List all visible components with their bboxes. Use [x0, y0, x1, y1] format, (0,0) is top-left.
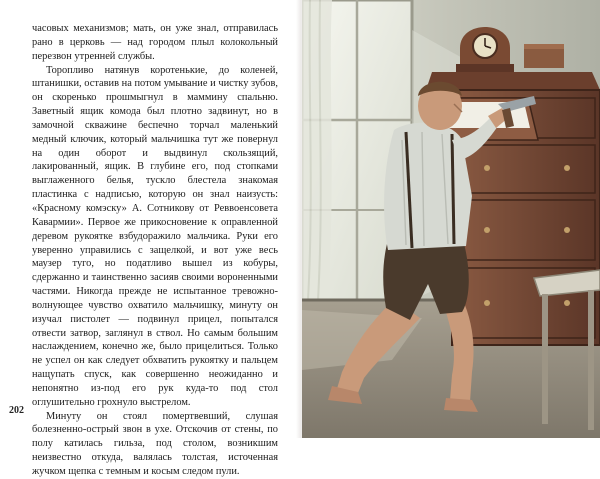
paragraph: часовых механизмов; мать, он уже знал, отправилась рано в церковь — над городом плыл колокольный перезвон утренней службы. — [32, 23, 278, 62]
page-number: 202 — [9, 405, 24, 416]
paragraph: Торопливо натянув коротенькие, до коленей, штанишки, оставив на потом умывание и чистку зубов, он скоренько прошмыгнул в маммину спальню. Заветный ящик комода был плотно задвинут, но в замочной скважине беспечно торчал маленький медный ключик, который мальчишка тут же повернул на один оборот и выдвинул скользящий, лакированный, ящик. В глубине его, под стопками выглаженного белья, тускло блестела знакомая пластинка с надписью, которую он знал наизусть: «Красному комэску» А. Сотникову от Реввоенсовета Кавармии». Первое же прикосновение к оправленной деревом рукоятке взбудоражило мальчика. Руки его уверенно управились с защелкой, и вот уже весь маузер туго, но податливо вышел из кобуры, сдержанно и таинственно засияв своими вороненными частями. Никогда прежде не испытанное тревожно-волнующее чувство охватило мальчишку, минуту он изучал пистолет — подвинул прицел, попытался отвести затвор, заглянул в ствол. Но самым большим наслаждением, конечно же, было прицелиться. Только не успел он как следует обхватить рукоятку и пальцем нащупать спуск, как совершенно неожиданно и непонятно из-под его рук куда-то под стол оглушительно грохнуло выстрелом. — [32, 64, 278, 408]
paragraph: Минуту он стоял помертвевший, слушая болезненно-острый звон в ухе. Отскочив от стены, по полу катилась гильза, под столом, возникшим неизвестно откуда, валялась толстая, источенная жучком щепка с темным и косым следом пули. — [32, 410, 278, 477]
text-block — [32, 22, 278, 479]
illustration — [302, 0, 600, 438]
curtain — [302, 0, 332, 300]
